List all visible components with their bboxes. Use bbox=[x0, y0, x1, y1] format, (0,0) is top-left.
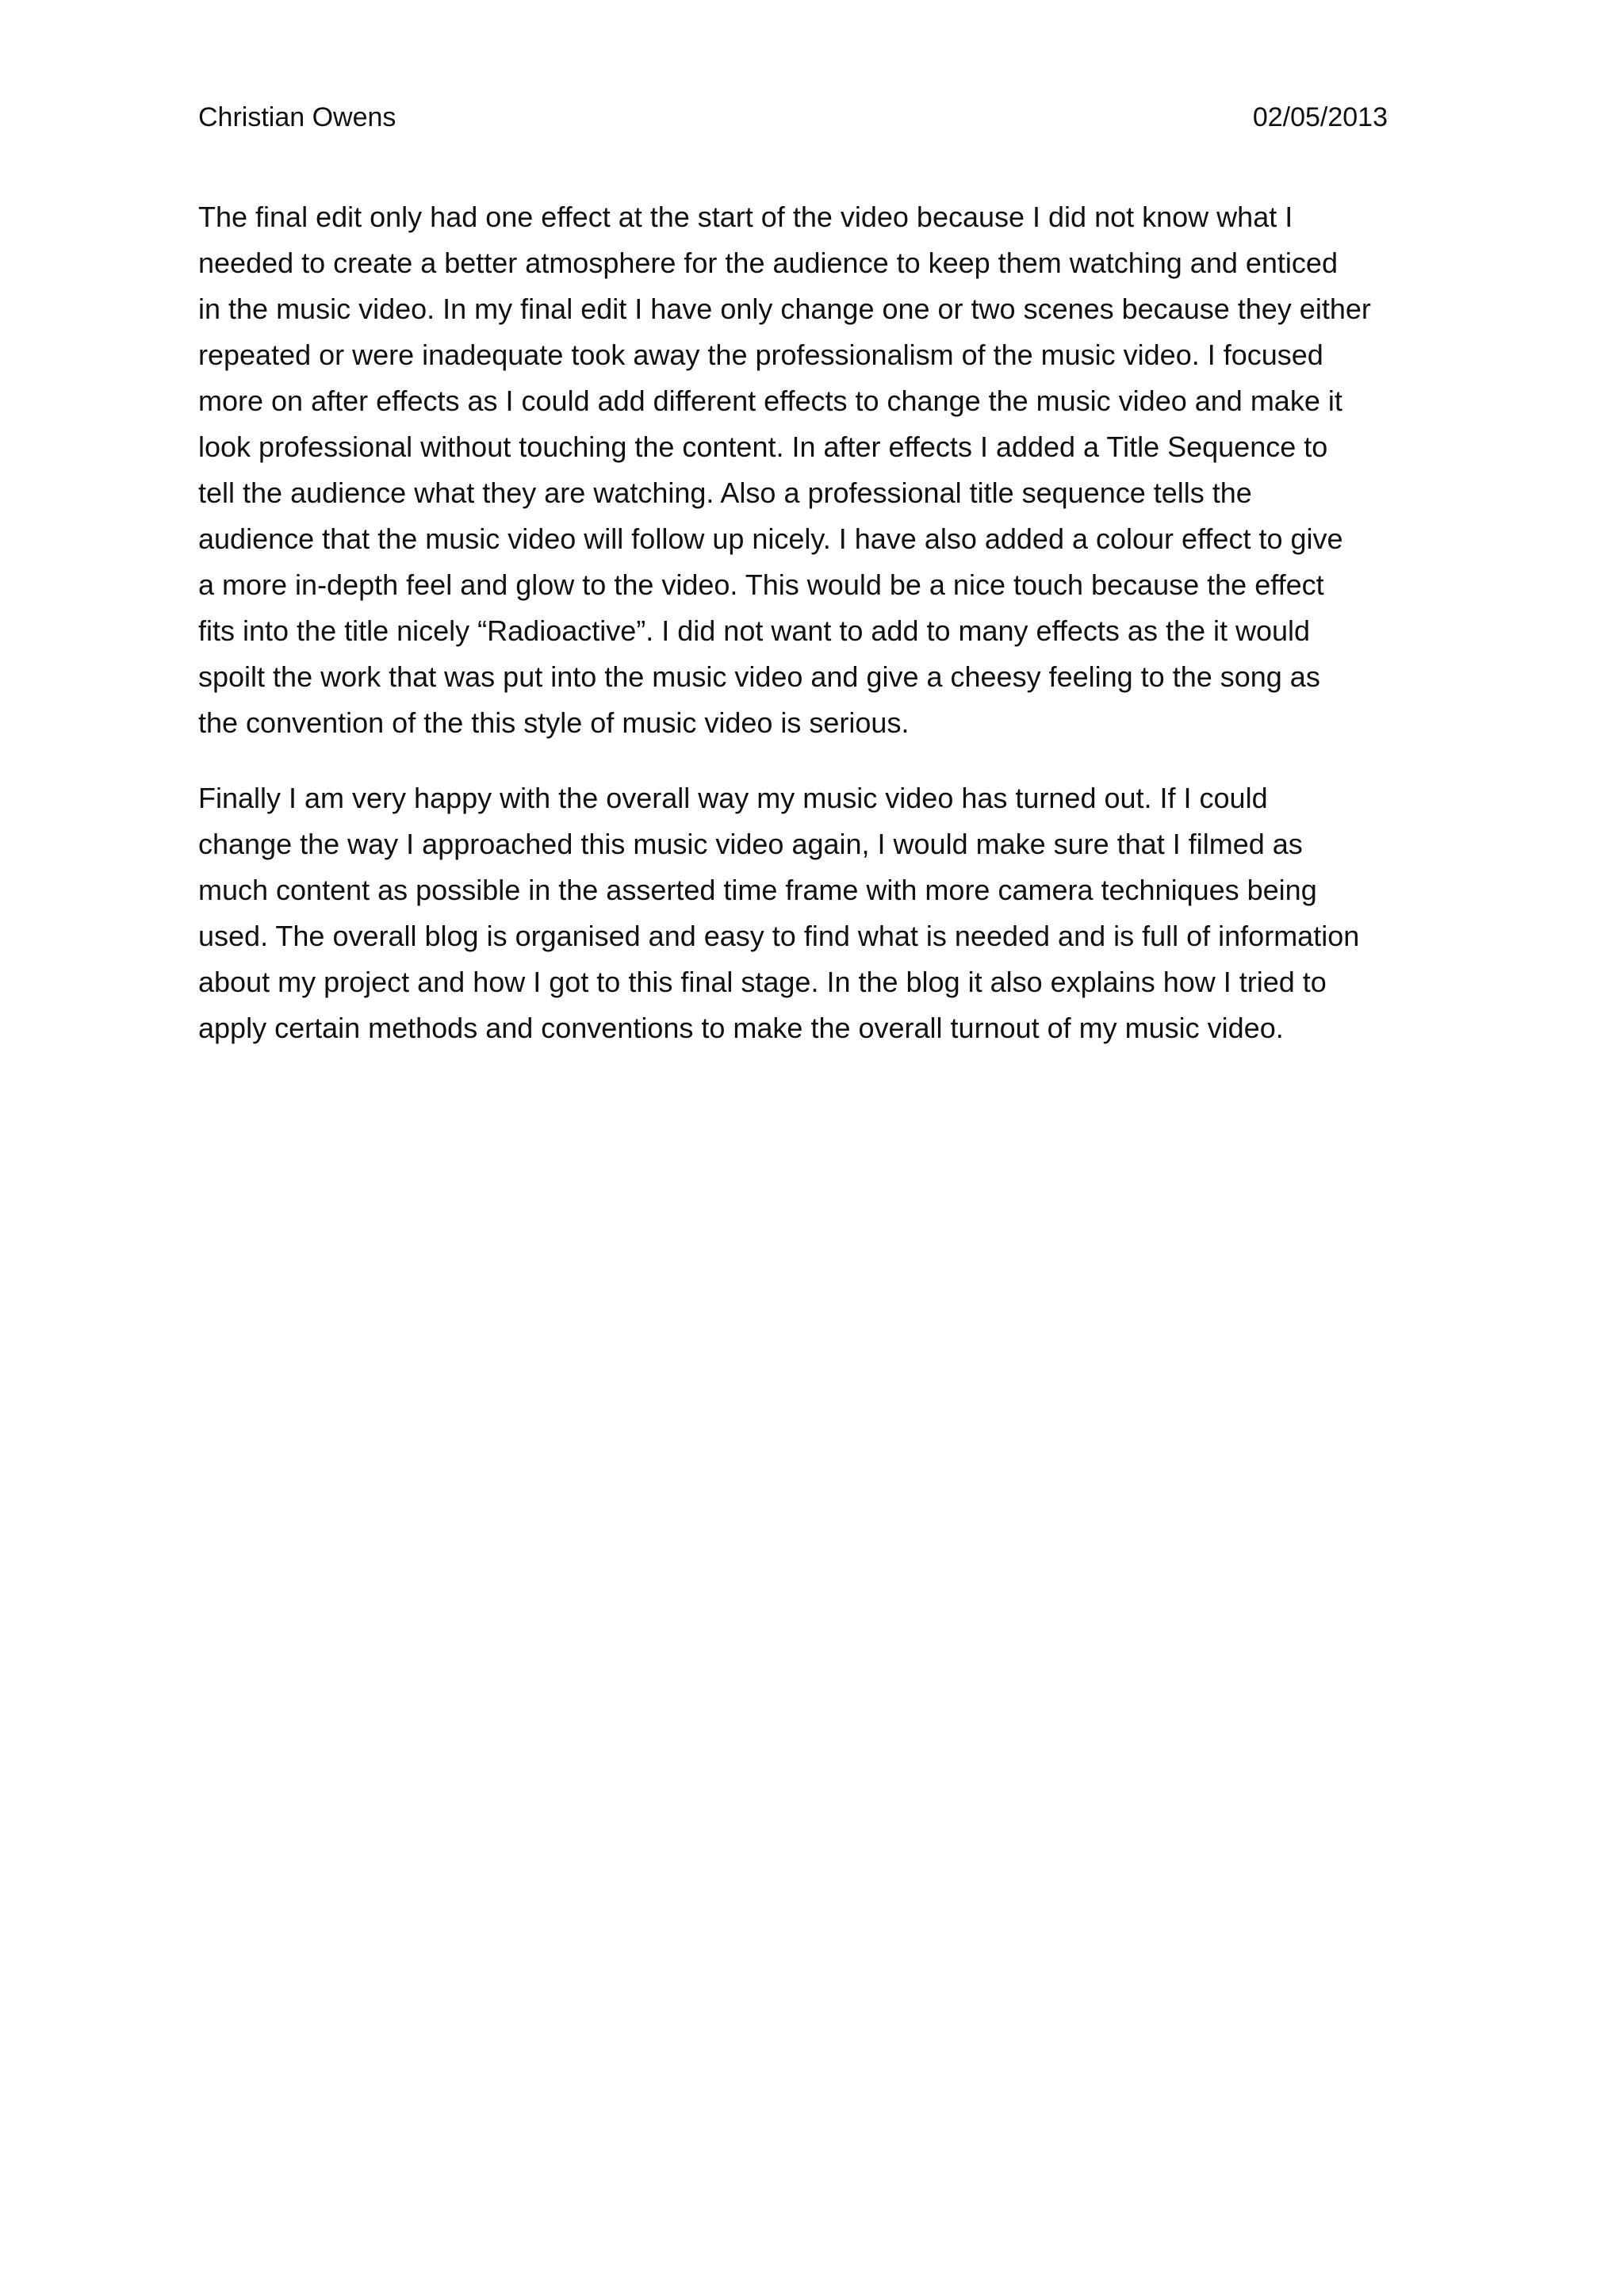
paragraph-1: The final edit only had one effect at the start of the video because I did not know what I needed to create a better atmosphere for the audience to keep them watching and enticed in the music video. In my final edit I have only change one or two scenes because they either repeated or were inadequate took away the professionalism of the music video. I focused more on after effects as I could add different effects to change the music video and make it look professional without touching the content. In after effects I added a Title Sequence to tell the audience what they are watching. Also a professional title sequence tells the audience that the music video will follow up nicely. I have also added a colour effect to give a more in-depth feel and glow to the video. This would be a nice touch because the effect fits into the title nicely “Radioactive”. I did not want to add to many effects as the it would spoilt the work that was put into the music video and give a cheesy feeling to the song as the convention of the this style of music video is serious. bbox=[198, 201, 1371, 739]
page-header bbox=[198, 94, 1388, 141]
document-body bbox=[198, 194, 1451, 1081]
paragraph-2: Finally I am very happy with the overall way my music video has turned out. If I could change the way I approached this music video again, I would make sure that I filmed as much content as possible in the asserted time frame with more camera techniques being used. The overall blog is organised and easy to find what is needed and is full of information about my project and how I got to this final stage. In the blog it also explains how I tried to apply certain methods and conventions to make the overall turnout of my music video. bbox=[198, 782, 1360, 1044]
document-date: 02/05/2013 bbox=[1252, 102, 1388, 132]
author-name: Christian Owens bbox=[198, 102, 396, 132]
